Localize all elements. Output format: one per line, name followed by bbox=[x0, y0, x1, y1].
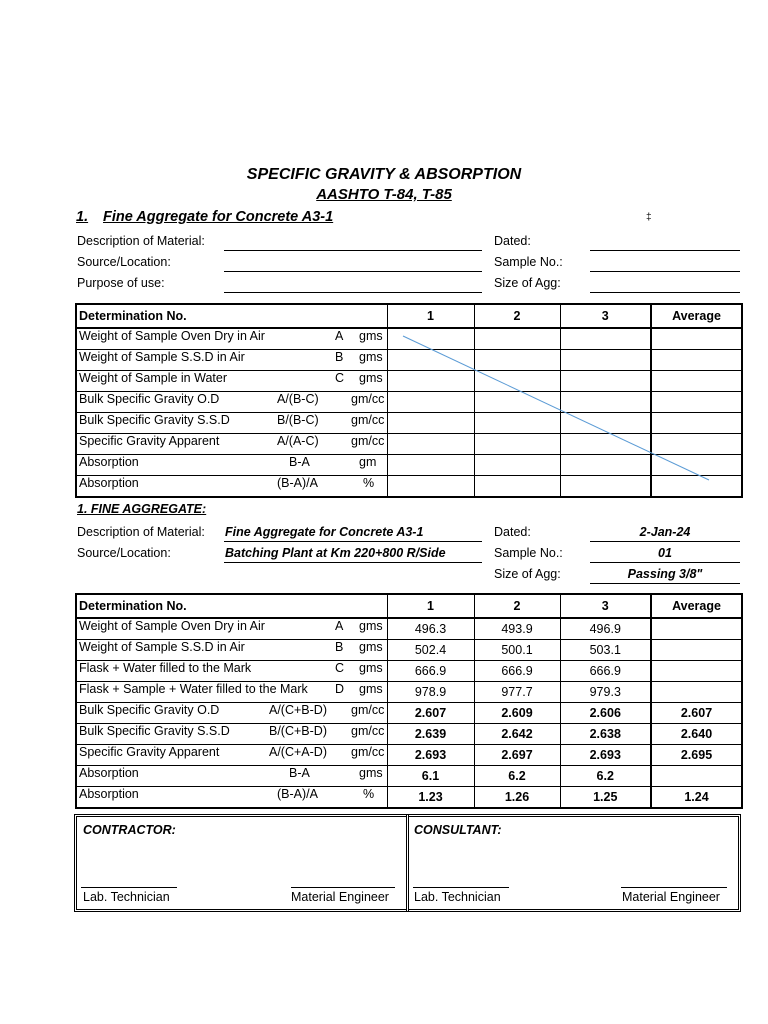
value-cell: 2.697 bbox=[474, 745, 560, 766]
row-unit: % bbox=[363, 787, 375, 801]
s2-dated-underline bbox=[590, 541, 740, 542]
row-label: Weight of Sample S.S.D in Air bbox=[79, 350, 245, 364]
row-label: Absorption bbox=[79, 476, 139, 490]
table-row bbox=[76, 745, 742, 766]
standard-title: AASHTO T-84, T-85 bbox=[316, 186, 452, 203]
size-label: Size of Agg: bbox=[494, 276, 561, 290]
row-formula: A/(C+B-D) bbox=[269, 703, 327, 717]
s2-desc-underline bbox=[224, 541, 482, 542]
table-row bbox=[76, 682, 742, 703]
value-cell: 1.25 bbox=[560, 787, 651, 809]
value-cell: 977.7 bbox=[474, 682, 560, 703]
row-label: Specific Gravity Apparent bbox=[79, 745, 220, 759]
section2-title: 1. FINE AGGREGATE: bbox=[77, 502, 207, 516]
average-cell bbox=[651, 682, 742, 703]
row-formula: B bbox=[335, 350, 344, 364]
row-description bbox=[76, 661, 387, 682]
row-description bbox=[76, 618, 387, 640]
row-unit: gm/cc bbox=[351, 392, 385, 406]
row-description bbox=[76, 787, 387, 809]
row-label: Specific Gravity Apparent bbox=[79, 434, 220, 448]
consultant-box bbox=[406, 814, 741, 912]
table-row bbox=[76, 724, 742, 745]
average-cell: 2.640 bbox=[651, 724, 742, 745]
row-description bbox=[76, 703, 387, 724]
s2-dated-value: 2-Jan-24 bbox=[639, 525, 691, 539]
row-label: Flask + Sample + Water filled to the Mark bbox=[79, 682, 308, 696]
value-cell: 6.2 bbox=[474, 766, 560, 787]
row-unit: gms bbox=[359, 640, 383, 654]
section1-number: 1. bbox=[76, 209, 89, 225]
s2-source-value: Batching Plant at Km 220+800 R/Side bbox=[225, 546, 446, 560]
s2-size-label: Size of Agg: bbox=[494, 567, 561, 581]
value-cell: 503.1 bbox=[560, 640, 651, 661]
row-formula: B/(C+B-D) bbox=[269, 724, 327, 738]
row-description bbox=[76, 745, 387, 766]
value-cell: 1.23 bbox=[387, 787, 474, 809]
row-formula: A/(A-C) bbox=[277, 434, 319, 448]
value-cell: 2.607 bbox=[387, 703, 474, 724]
row-description bbox=[76, 766, 387, 787]
average-cell bbox=[651, 661, 742, 682]
contractor-tech-line bbox=[81, 887, 177, 888]
row-unit: gms bbox=[359, 682, 383, 696]
consultant-tech-line bbox=[413, 887, 509, 888]
contractor-box bbox=[74, 814, 409, 912]
row-label: Weight of Sample in Water bbox=[79, 371, 227, 385]
row-label: Bulk Specific Gravity O.D bbox=[79, 703, 220, 717]
source-label: Source/Location: bbox=[77, 255, 171, 269]
value-cell: 666.9 bbox=[387, 661, 474, 682]
row-unit: gms bbox=[359, 329, 383, 343]
row-label: Absorption bbox=[79, 787, 139, 801]
value-cell: 496.3 bbox=[387, 618, 474, 640]
row-label: Bulk Specific Gravity O.D bbox=[79, 392, 220, 406]
row-formula: A/(B-C) bbox=[277, 392, 319, 406]
strike-diagonal-line bbox=[403, 336, 709, 480]
s2-source-label: Source/Location: bbox=[77, 546, 171, 560]
row-formula: B/(B-C) bbox=[277, 413, 319, 427]
table-row bbox=[76, 661, 742, 682]
row-unit: gms bbox=[359, 619, 383, 633]
row-description bbox=[76, 640, 387, 661]
s2-size-underline bbox=[590, 583, 740, 584]
value-cell: 978.9 bbox=[387, 682, 474, 703]
row-formula: B-A bbox=[289, 766, 310, 780]
consultant-material-engineer: Material Engineer bbox=[622, 890, 720, 904]
desc-label: Description of Material: bbox=[77, 234, 205, 248]
row-unit: gms bbox=[359, 350, 383, 364]
marker-glyph: ‡ bbox=[646, 212, 652, 223]
average-cell bbox=[651, 766, 742, 787]
average-cell: 2.607 bbox=[651, 703, 742, 724]
row-label: Weight of Sample Oven Dry in Air bbox=[79, 329, 265, 343]
s2-size-value: Passing 3/8" bbox=[627, 567, 703, 581]
contractor-label: CONTRACTOR: bbox=[83, 823, 176, 837]
average-cell: 1.24 bbox=[651, 787, 742, 809]
row-label: Absorption bbox=[79, 766, 139, 780]
row-formula: C bbox=[335, 371, 345, 385]
row-formula: B-A bbox=[289, 455, 310, 469]
value-cell: 496.9 bbox=[560, 618, 651, 640]
row-formula: (B-A)/A bbox=[277, 476, 318, 490]
s2-desc-value: Fine Aggregate for Concrete A3-1 bbox=[225, 525, 424, 539]
row-formula: (B-A)/A bbox=[277, 787, 318, 801]
table-row bbox=[76, 766, 742, 787]
purpose-label: Purpose of use: bbox=[77, 276, 165, 290]
value-cell: 666.9 bbox=[474, 661, 560, 682]
row-unit: gm bbox=[359, 455, 377, 469]
header-col1: 1 bbox=[387, 304, 474, 328]
row-description bbox=[76, 724, 387, 745]
header-col3: 3 bbox=[560, 304, 651, 328]
table-row bbox=[76, 618, 742, 640]
s2-source-underline bbox=[224, 562, 482, 563]
header-col1: 1 bbox=[387, 594, 474, 618]
value-cell: 493.9 bbox=[474, 618, 560, 640]
header-determination: Determination No. bbox=[76, 304, 387, 328]
row-formula: A bbox=[335, 329, 344, 343]
row-unit: gms bbox=[359, 766, 383, 780]
value-cell: 2.639 bbox=[387, 724, 474, 745]
average-cell bbox=[651, 640, 742, 661]
page-title: SPECIFIC GRAVITY & ABSORPTION bbox=[246, 166, 522, 183]
value-cell: 2.606 bbox=[560, 703, 651, 724]
row-unit: gm/cc bbox=[351, 434, 385, 448]
data-determination-table bbox=[75, 593, 743, 809]
dated-label: Dated: bbox=[494, 234, 531, 248]
row-description bbox=[76, 682, 387, 703]
row-label: Bulk Specific Gravity S.S.D bbox=[79, 413, 230, 427]
row-label: Weight of Sample Oven Dry in Air bbox=[79, 619, 265, 633]
contractor-material-engineer: Material Engineer bbox=[291, 890, 389, 904]
consultant-engineer-line bbox=[621, 887, 727, 888]
row-unit: gms bbox=[359, 661, 383, 675]
average-cell: 2.695 bbox=[651, 745, 742, 766]
value-cell: 6.2 bbox=[560, 766, 651, 787]
s2-sample-value: 01 bbox=[658, 546, 672, 560]
value-cell: 500.1 bbox=[474, 640, 560, 661]
consultant-lab-technician: Lab. Technician bbox=[414, 890, 501, 904]
header-average: Average bbox=[651, 594, 742, 618]
header-determination: Determination No. bbox=[76, 594, 387, 618]
value-cell: 2.638 bbox=[560, 724, 651, 745]
sample-label: Sample No.: bbox=[494, 255, 563, 269]
row-formula: C bbox=[335, 661, 345, 675]
s2-desc-label: Description of Material: bbox=[77, 525, 205, 539]
table-row bbox=[76, 640, 742, 661]
header-col2: 2 bbox=[474, 304, 560, 328]
section1-title: Fine Aggregate for Concrete A3-1 bbox=[103, 209, 334, 225]
value-cell: 979.3 bbox=[560, 682, 651, 703]
row-label: Flask + Water filled to the Mark bbox=[79, 661, 252, 675]
row-formula: A bbox=[335, 619, 344, 633]
value-cell: 2.642 bbox=[474, 724, 560, 745]
row-unit: gms bbox=[359, 371, 383, 385]
row-label: Bulk Specific Gravity S.S.D bbox=[79, 724, 230, 738]
value-cell: 502.4 bbox=[387, 640, 474, 661]
table-row bbox=[76, 787, 742, 809]
row-unit: gm/cc bbox=[351, 724, 385, 738]
header-col3: 3 bbox=[560, 594, 651, 618]
value-cell: 2.693 bbox=[387, 745, 474, 766]
table-row bbox=[76, 703, 742, 724]
value-cell: 6.1 bbox=[387, 766, 474, 787]
row-formula: A/(C+A-D) bbox=[269, 745, 327, 759]
consultant-label: CONSULTANT: bbox=[414, 823, 502, 837]
value-cell: 666.9 bbox=[560, 661, 651, 682]
row-formula: B bbox=[335, 640, 344, 654]
s2-sample-label: Sample No.: bbox=[494, 546, 563, 560]
row-formula: D bbox=[335, 682, 345, 696]
header-col2: 2 bbox=[474, 594, 560, 618]
value-cell: 2.693 bbox=[560, 745, 651, 766]
row-label: Absorption bbox=[79, 455, 139, 469]
value-cell: 2.609 bbox=[474, 703, 560, 724]
average-cell bbox=[651, 618, 742, 640]
row-unit: gm/cc bbox=[351, 413, 385, 427]
value-cell: 1.26 bbox=[474, 787, 560, 809]
header-average: Average bbox=[651, 304, 742, 328]
row-unit: % bbox=[363, 476, 375, 490]
s2-dated-label: Dated: bbox=[494, 525, 531, 539]
contractor-engineer-line bbox=[291, 887, 395, 888]
row-label: Weight of Sample S.S.D in Air bbox=[79, 640, 245, 654]
s2-sample-underline bbox=[590, 562, 740, 563]
row-unit: gm/cc bbox=[351, 703, 385, 717]
row-unit: gm/cc bbox=[351, 745, 385, 759]
contractor-lab-technician: Lab. Technician bbox=[83, 890, 170, 904]
